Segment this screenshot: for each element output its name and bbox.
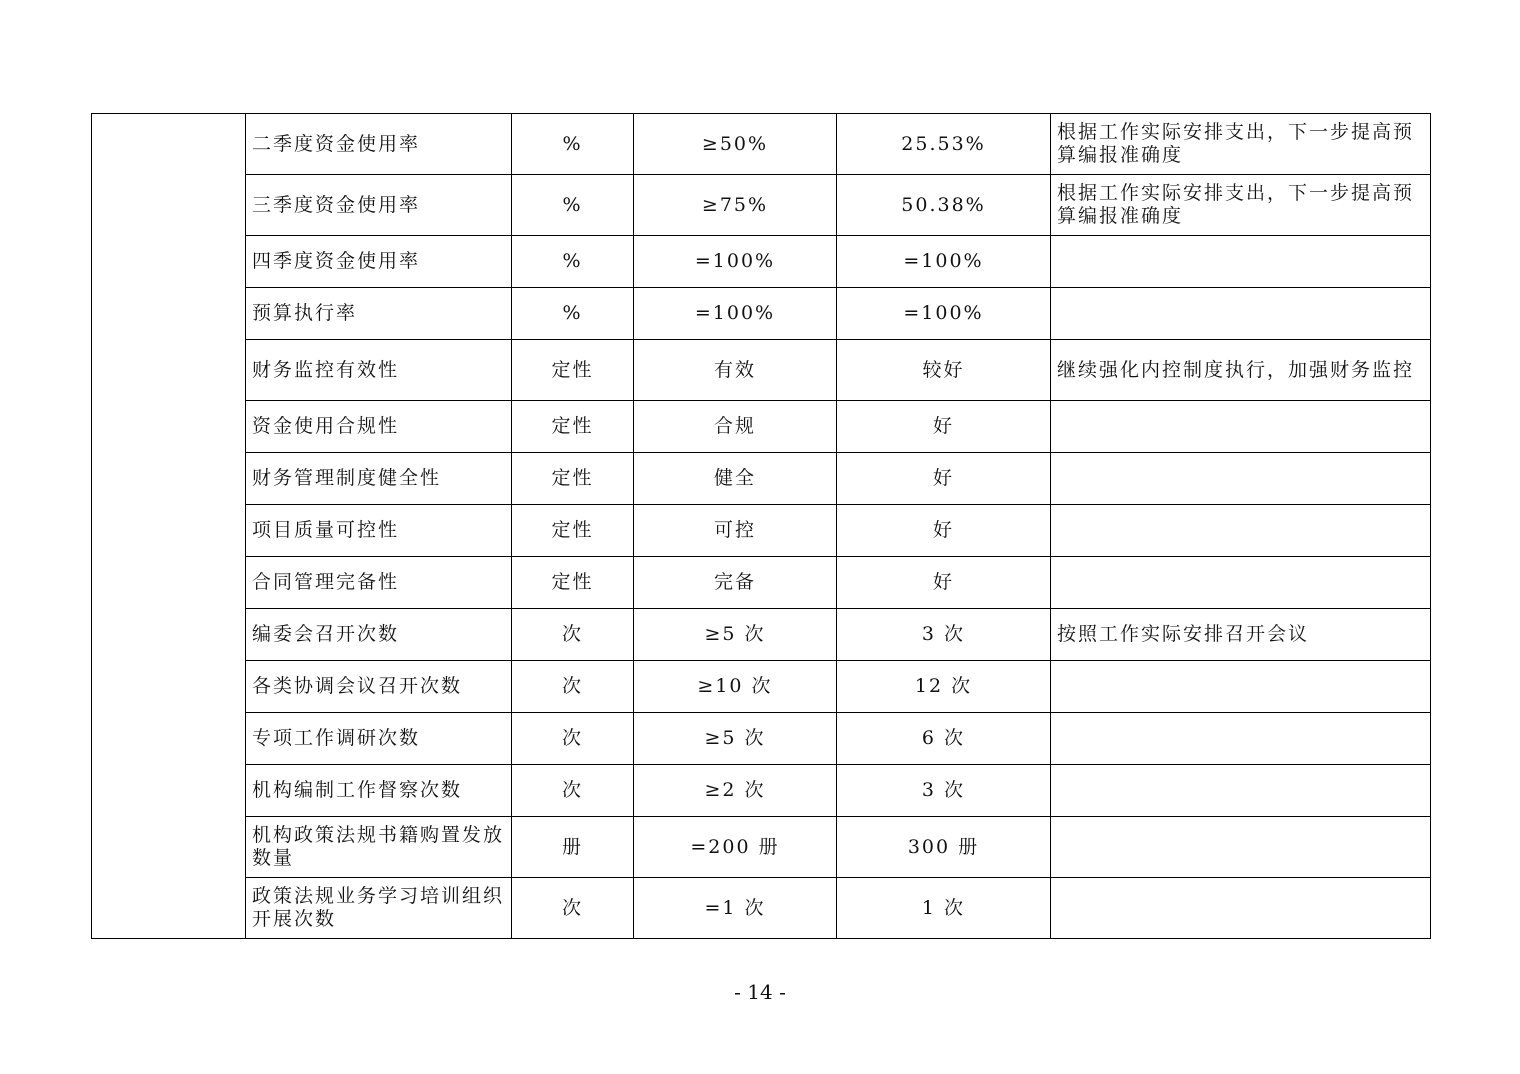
unit-cell: 次 xyxy=(512,609,634,661)
table-row xyxy=(92,878,1431,939)
indicator-cell: 财务管理制度健全性 xyxy=(246,453,512,505)
note-cell xyxy=(1051,817,1431,878)
note-cell xyxy=(1051,661,1431,713)
note-cell xyxy=(1051,401,1431,453)
table-row xyxy=(92,713,1431,765)
unit-cell: % xyxy=(512,236,634,288)
target-cell: ≥5 次 xyxy=(634,609,837,661)
note-cell xyxy=(1051,288,1431,340)
indicator-cell: 四季度资金使用率 xyxy=(246,236,512,288)
note-cell xyxy=(1051,713,1431,765)
target-cell: 可控 xyxy=(634,505,837,557)
target-cell: 完备 xyxy=(634,557,837,609)
actual-cell: 好 xyxy=(837,505,1051,557)
indicator-cell: 各类协调会议召开次数 xyxy=(246,661,512,713)
unit-cell: % xyxy=(512,175,634,236)
actual-cell: 较好 xyxy=(837,340,1051,401)
target-cell: ≥10 次 xyxy=(634,661,837,713)
unit-cell: 定性 xyxy=(512,453,634,505)
unit-cell: 次 xyxy=(512,878,634,939)
target-cell: ≥5 次 xyxy=(634,713,837,765)
table-row xyxy=(92,114,1431,175)
actual-cell: 好 xyxy=(837,453,1051,505)
table-row xyxy=(92,817,1431,878)
target-cell: 有效 xyxy=(634,340,837,401)
actual-cell: 3 次 xyxy=(837,609,1051,661)
indicator-cell: 政策法规业务学习培训组织开展次数 xyxy=(246,878,512,939)
indicator-cell: 项目质量可控性 xyxy=(246,505,512,557)
note-cell: 按照工作实际安排召开会议 xyxy=(1051,609,1431,661)
actual-cell: 好 xyxy=(837,557,1051,609)
target-cell: =100% xyxy=(634,288,837,340)
indicator-cell: 资金使用合规性 xyxy=(246,401,512,453)
note-cell: 根据工作实际安排支出，下一步提高预算编报准确度 xyxy=(1051,175,1431,236)
unit-cell: 定性 xyxy=(512,505,634,557)
unit-cell: 次 xyxy=(512,661,634,713)
table-row xyxy=(92,288,1431,340)
indicator-cell: 机构编制工作督察次数 xyxy=(246,765,512,817)
table-row xyxy=(92,661,1431,713)
category-cell-empty xyxy=(92,114,246,939)
unit-cell: 册 xyxy=(512,817,634,878)
actual-cell: =100% xyxy=(837,288,1051,340)
note-cell: 根据工作实际安排支出，下一步提高预算编报准确度 xyxy=(1051,114,1431,175)
actual-cell: 25.53% xyxy=(837,114,1051,175)
actual-cell: 3 次 xyxy=(837,765,1051,817)
page-number: - 14 - xyxy=(734,980,786,1004)
indicator-cell: 三季度资金使用率 xyxy=(246,175,512,236)
actual-cell: 12 次 xyxy=(837,661,1051,713)
target-cell: =1 次 xyxy=(634,878,837,939)
target-cell: ≥50% xyxy=(634,114,837,175)
indicator-cell: 二季度资金使用率 xyxy=(246,114,512,175)
note-cell xyxy=(1051,557,1431,609)
target-cell: 健全 xyxy=(634,453,837,505)
note-cell xyxy=(1051,505,1431,557)
table-row xyxy=(92,453,1431,505)
target-cell: =200 册 xyxy=(634,817,837,878)
target-cell: ≥2 次 xyxy=(634,765,837,817)
note-cell xyxy=(1051,765,1431,817)
table-row xyxy=(92,505,1431,557)
indicator-cell: 预算执行率 xyxy=(246,288,512,340)
performance-indicator-table xyxy=(91,113,1431,939)
unit-cell: 定性 xyxy=(512,557,634,609)
actual-cell: 300 册 xyxy=(837,817,1051,878)
unit-cell: 次 xyxy=(512,713,634,765)
note-cell xyxy=(1051,236,1431,288)
unit-cell: 定性 xyxy=(512,340,634,401)
unit-cell: % xyxy=(512,288,634,340)
target-cell: ≥75% xyxy=(634,175,837,236)
indicator-cell: 专项工作调研次数 xyxy=(246,713,512,765)
unit-cell: % xyxy=(512,114,634,175)
actual-cell: 好 xyxy=(837,401,1051,453)
unit-cell: 次 xyxy=(512,765,634,817)
table-row xyxy=(92,557,1431,609)
indicator-cell: 编委会召开次数 xyxy=(246,609,512,661)
table-row xyxy=(92,765,1431,817)
indicator-cell: 财务监控有效性 xyxy=(246,340,512,401)
target-cell: 合规 xyxy=(634,401,837,453)
table-row xyxy=(92,401,1431,453)
actual-cell: 6 次 xyxy=(837,713,1051,765)
actual-cell: =100% xyxy=(837,236,1051,288)
target-cell: =100% xyxy=(634,236,837,288)
table-row xyxy=(92,236,1431,288)
table-row xyxy=(92,175,1431,236)
note-cell xyxy=(1051,453,1431,505)
note-cell: 继续强化内控制度执行，加强财务监控 xyxy=(1051,340,1431,401)
table-row xyxy=(92,340,1431,401)
unit-cell: 定性 xyxy=(512,401,634,453)
note-cell xyxy=(1051,878,1431,939)
table-row xyxy=(92,609,1431,661)
indicator-cell: 机构政策法规书籍购置发放数量 xyxy=(246,817,512,878)
actual-cell: 1 次 xyxy=(837,878,1051,939)
actual-cell: 50.38% xyxy=(837,175,1051,236)
indicator-cell: 合同管理完备性 xyxy=(246,557,512,609)
